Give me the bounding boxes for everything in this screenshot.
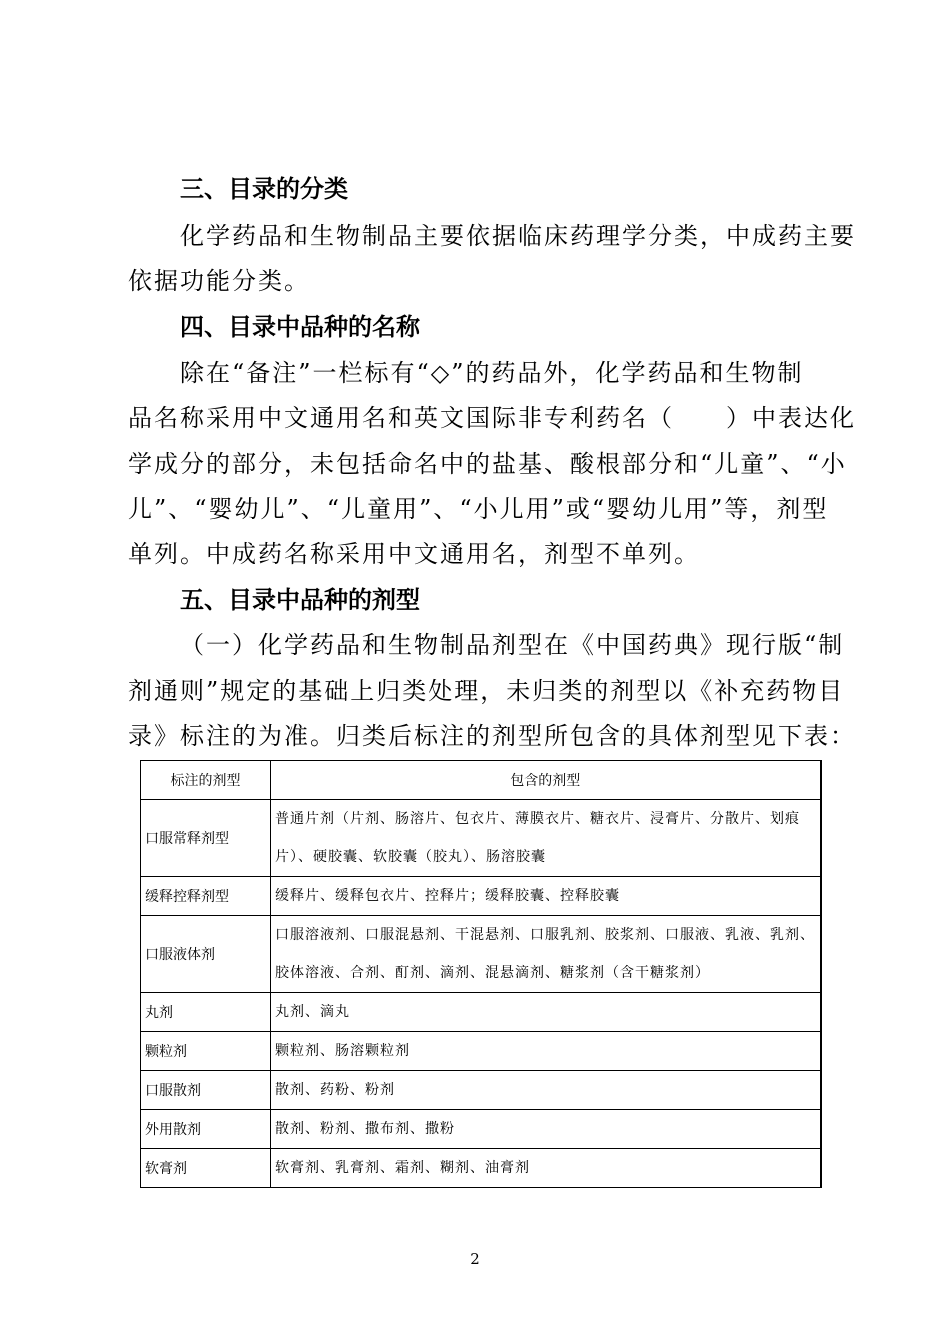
table-cell-included: 散剂、粉剂、撒布剂、撒粉 — [271, 1110, 821, 1149]
table-row — [141, 1149, 821, 1188]
table-cell-type: 口服液体剂 — [141, 916, 271, 993]
table-header-labeled-form: 标注的剂型 — [141, 761, 271, 800]
table-row — [141, 993, 821, 1032]
table-row — [141, 916, 821, 993]
table-cell-type: 颗粒剂 — [141, 1032, 271, 1071]
section-5-para-line-1: （一）化学药品和生物制品剂型在《中国药典》现行版“制 — [180, 631, 845, 659]
section-5-para-line-2: 剂通则”规定的基础上归类处理，未归类的剂型以《补充药物目 — [128, 677, 845, 705]
table-cell-included: 普通片剂（片剂、肠溶片、包衣片、薄膜衣片、糖衣片、浸膏片、分散片、划痕片）、硬胶囊、软胶囊（胶丸）、肠溶胶囊 — [271, 800, 821, 877]
page-number: 2 — [470, 1250, 480, 1268]
table-cell-included: 口服溶液剂、口服混悬剂、干混悬剂、口服乳剂、胶浆剂、口服液、乳液、乳剂、胶体溶液、合剂、酊剂、滴剂、混悬滴剂、糖浆剂（含干糖浆剂） — [271, 916, 821, 993]
table-cell-included: 丸剂、滴丸 — [271, 993, 821, 1032]
section-4-para-line-5: 单列。中成药名称采用中文通用名，剂型不单列。 — [128, 540, 700, 568]
table-row — [141, 1110, 821, 1149]
table-cell-type: 缓释控释剂型 — [141, 877, 271, 916]
table-cell-included: 缓释片、缓释包衣片、控释片；缓释胶囊、控释胶囊 — [271, 877, 821, 916]
table-row — [141, 877, 821, 916]
table-row — [141, 800, 821, 877]
section-5-heading: 五、目录中品种的剂型 — [180, 586, 420, 614]
section-3-para-line-2: 依据功能分类。 — [128, 267, 310, 295]
section-3-para-line-1: 化学药品和生物制品主要依据临床药理学分类，中成药主要 — [180, 222, 856, 250]
table-header-included-forms: 包含的剂型 — [271, 761, 821, 800]
table-cell-type: 外用散剂 — [141, 1110, 271, 1149]
table-cell-type: 丸剂 — [141, 993, 271, 1032]
dosage-form-table — [140, 760, 822, 1188]
table-cell-included: 散剂、药粉、粉剂 — [271, 1071, 821, 1110]
table-cell-type: 口服常释剂型 — [141, 800, 271, 877]
table-cell-type: 软膏剂 — [141, 1149, 271, 1188]
table-row — [141, 1071, 821, 1110]
table-cell-included: 软膏剂、乳膏剂、霜剂、糊剂、油膏剂 — [271, 1149, 821, 1188]
table-header-row — [141, 761, 821, 800]
section-4-para-line-1: 除在“备注”一栏标有“◇”的药品外，化学药品和生物制 — [180, 359, 804, 387]
section-3-heading: 三、目录的分类 — [180, 175, 348, 203]
section-4-heading: 四、目录中品种的名称 — [180, 313, 420, 341]
section-4-para-line-3: 学成分的部分，未包括命名中的盐基、酸根部分和“儿童”、“小 — [128, 450, 847, 478]
table-row — [141, 1032, 821, 1071]
table-cell-included: 颗粒剂、肠溶颗粒剂 — [271, 1032, 821, 1071]
section-5-para-line-3: 录》标注的为准。归类后标注的剂型所包含的具体剂型见下表： — [128, 722, 856, 750]
section-4-para-line-4: 儿”、“婴幼儿”、“儿童用”、“小儿用”或“婴幼儿用”等，剂型 — [128, 495, 829, 523]
table-cell-type: 口服散剂 — [141, 1071, 271, 1110]
section-4-para-line-2: 品名称采用中文通用名和英文国际非专利药名（ ）中表达化 — [128, 404, 856, 432]
